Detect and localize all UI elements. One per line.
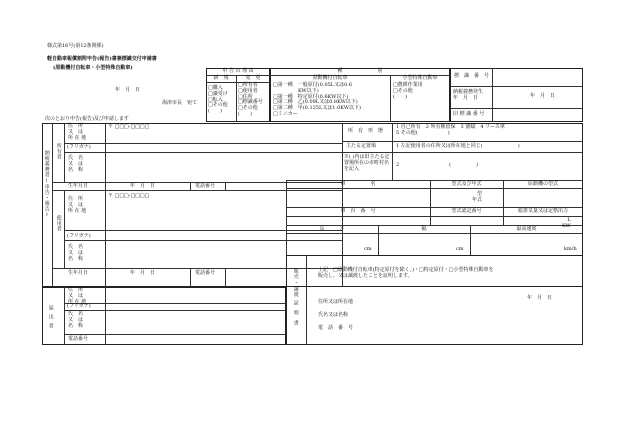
length-unit: cm xyxy=(364,246,372,252)
kind-moped-general-cont: KW以下) xyxy=(273,87,319,94)
receiver-name-label: 氏 名 又 は 名 称 xyxy=(68,311,84,329)
user-label: 使用者 xyxy=(55,215,62,232)
reason-change-plate[interactable]: □標識番号 xyxy=(238,99,263,106)
displacement-label: 総排気量又は定格出力 xyxy=(517,208,568,214)
reason-change-header: 変 更 xyxy=(245,75,261,81)
reason-change-user[interactable]: □使用者 xyxy=(238,87,258,94)
kind-moped-header: 原動機付自転車 xyxy=(312,75,348,81)
form-number: 様式第16号(第12条関係) xyxy=(47,43,104,49)
owner-label: 所有者 xyxy=(55,143,62,160)
owner-birth-label: 生年月日 xyxy=(68,183,89,189)
receiver-furigana-label: (フリガナ) xyxy=(67,303,91,309)
tax-date-label: 納税義務発生 年 月 日 xyxy=(453,89,484,101)
kind-moped-second-otsu[interactable]: □第二種 乙(0.09L又は0.8KW以下) xyxy=(273,99,358,106)
user-furigana-label: (フリガナ) xyxy=(67,233,91,239)
owner-birth-date[interactable]: 年 月 日 xyxy=(130,183,156,189)
ownership-options[interactable]: 1 自己所有 2 所有権留保 3 割賦 4 リース車 5 その他( ) xyxy=(396,124,505,136)
storage-label: 主たる定置場 xyxy=(346,143,377,149)
old-plate-label: 旧 標 識 番 号 xyxy=(453,111,485,117)
speed-label: 最高速度 xyxy=(516,226,537,232)
user-name-label: 氏 名 又 は 名 称 xyxy=(68,244,84,262)
transfer-name-label: 氏名又は名称 xyxy=(318,312,349,318)
transfer-label-give: 譲渡 xyxy=(292,286,299,297)
reason-new-transfer[interactable]: □譲受け xyxy=(208,90,228,97)
owner-postal[interactable]: 〒 □□□-□□□□ xyxy=(108,124,150,130)
length-label: 長 さ xyxy=(319,226,345,232)
header-date: 年 月 日 xyxy=(115,87,141,93)
kind-moped-general[interactable]: □第一種 一般原付(0.05L又は0.6 xyxy=(273,82,353,88)
tax-date-value[interactable]: 年 月 日 xyxy=(530,93,556,99)
receiver-label: 届出者 xyxy=(47,305,54,332)
reason-new-movein[interactable]: □転入 xyxy=(208,96,223,103)
reason-change-owner[interactable]: □所有者 xyxy=(238,82,258,88)
kind-small-other[interactable]: □その他 xyxy=(393,87,413,94)
vehicle-model-value[interactable]: 型 年式 xyxy=(472,191,483,203)
transfer-phone-label: 電 話 番 号 xyxy=(318,325,354,331)
transfer-label-sale: 販売 xyxy=(292,268,299,279)
owner-phone-label: 電話番号 xyxy=(195,183,216,189)
owner-furigana-label: (フリガナ) xyxy=(67,144,91,150)
reason-new-purchase[interactable]: □購入 xyxy=(208,85,223,91)
receiver-address-label: 住 所 又 は 所 在 地 xyxy=(68,287,87,305)
width-label: 幅 xyxy=(421,226,427,232)
kind-header: 種 別 xyxy=(337,68,383,74)
reason-new-other-paren: ( ) xyxy=(208,108,222,114)
receiver-phone-label: 電話番号 xyxy=(68,336,89,342)
user-address-label: 住 所 又 は 所 在 地 xyxy=(68,196,87,214)
vehicle-maker-label: 車 名 xyxy=(340,181,376,187)
kind-small-farm[interactable]: □農耕作業用 xyxy=(393,82,423,88)
user-phone-label: 電話番号 xyxy=(195,270,216,276)
displacement-units: L KW xyxy=(562,217,571,229)
reason-change-other[interactable]: □その他 xyxy=(238,105,258,111)
owner-address-label: 住 所 又 は 所 在 地 xyxy=(68,123,87,141)
reason-new-other[interactable]: □その他 xyxy=(208,102,228,109)
width-unit: cm xyxy=(456,246,464,252)
user-birth-date[interactable]: 年 月 日 xyxy=(130,270,156,276)
kind-minicar[interactable]: □ミニカー xyxy=(273,110,298,117)
reason-change-other-paren: ( ) xyxy=(238,110,252,117)
kind-moped-second-kou[interactable]: □第二種 甲(0.125L又は1.0KW以下) xyxy=(273,105,361,111)
kind-small-header: 小型特殊自動車 xyxy=(402,75,438,81)
intro-text: 次のとおり申告(報告)及び申請します xyxy=(45,116,129,122)
vehicle-model-label: 型式及び年式 xyxy=(451,181,482,187)
storage-note-label: ※( )内は旧主たる定置場所在の市町村名を記入 xyxy=(344,154,390,172)
speed-unit: km/h xyxy=(564,246,577,252)
owner-name-label: 氏 名 又 は 名 称 xyxy=(68,155,84,173)
storage-note-value[interactable]: 2 ( ) xyxy=(396,162,479,168)
user-birth-label: 生年月日 xyxy=(68,270,89,276)
cert-no-label: 型式認定番号 xyxy=(451,208,482,214)
reason-new-header: 新 規 xyxy=(213,75,229,81)
reason-change-address[interactable]: □住所 xyxy=(238,93,253,100)
form-title-line1: 軽自動車報償割附申告(報告)書兼標識交付申請書 xyxy=(47,56,157,62)
kind-moped-special[interactable]: □第一種 特定原付(0.6KW以下) xyxy=(273,93,349,100)
engine-model-label: 原動機の型式 xyxy=(527,181,558,187)
reason-header: 申 告 の 理 由 xyxy=(222,68,254,74)
ownership-label: 所 有 形 態 xyxy=(348,128,384,134)
kind-small-other-paren: ( ) xyxy=(393,93,407,100)
frame-no-label: 車 台 番 号 xyxy=(340,208,376,214)
taxpayer-side-label: 納税義務者(申告・報告) xyxy=(43,150,50,218)
storage-value[interactable]: 1 左記使用者の住所又は所在地と同じ( ) xyxy=(396,143,520,149)
transfer-label-dot: ・ xyxy=(292,280,299,286)
transfer-date[interactable]: 年 月 日 xyxy=(527,295,553,301)
transfer-text: 上記 □原動機付自転車(特定原付を除く。)・□特定原付・□小型特殊自動車を 販売し、又は譲渡したことを証明します。 xyxy=(318,267,494,279)
transfer-label-cert: 証明書 xyxy=(292,300,299,330)
transfer-address-label: 住所又は所在地 xyxy=(318,299,354,305)
mayor-address: 海津市長 宛て xyxy=(162,100,198,106)
form-title-line2: (原動機付自転車・小型特殊自動車) xyxy=(53,65,133,71)
plate-label: 標 識 番 号 xyxy=(454,73,490,79)
user-postal[interactable]: 〒 □□□-□□□□ xyxy=(108,193,150,199)
